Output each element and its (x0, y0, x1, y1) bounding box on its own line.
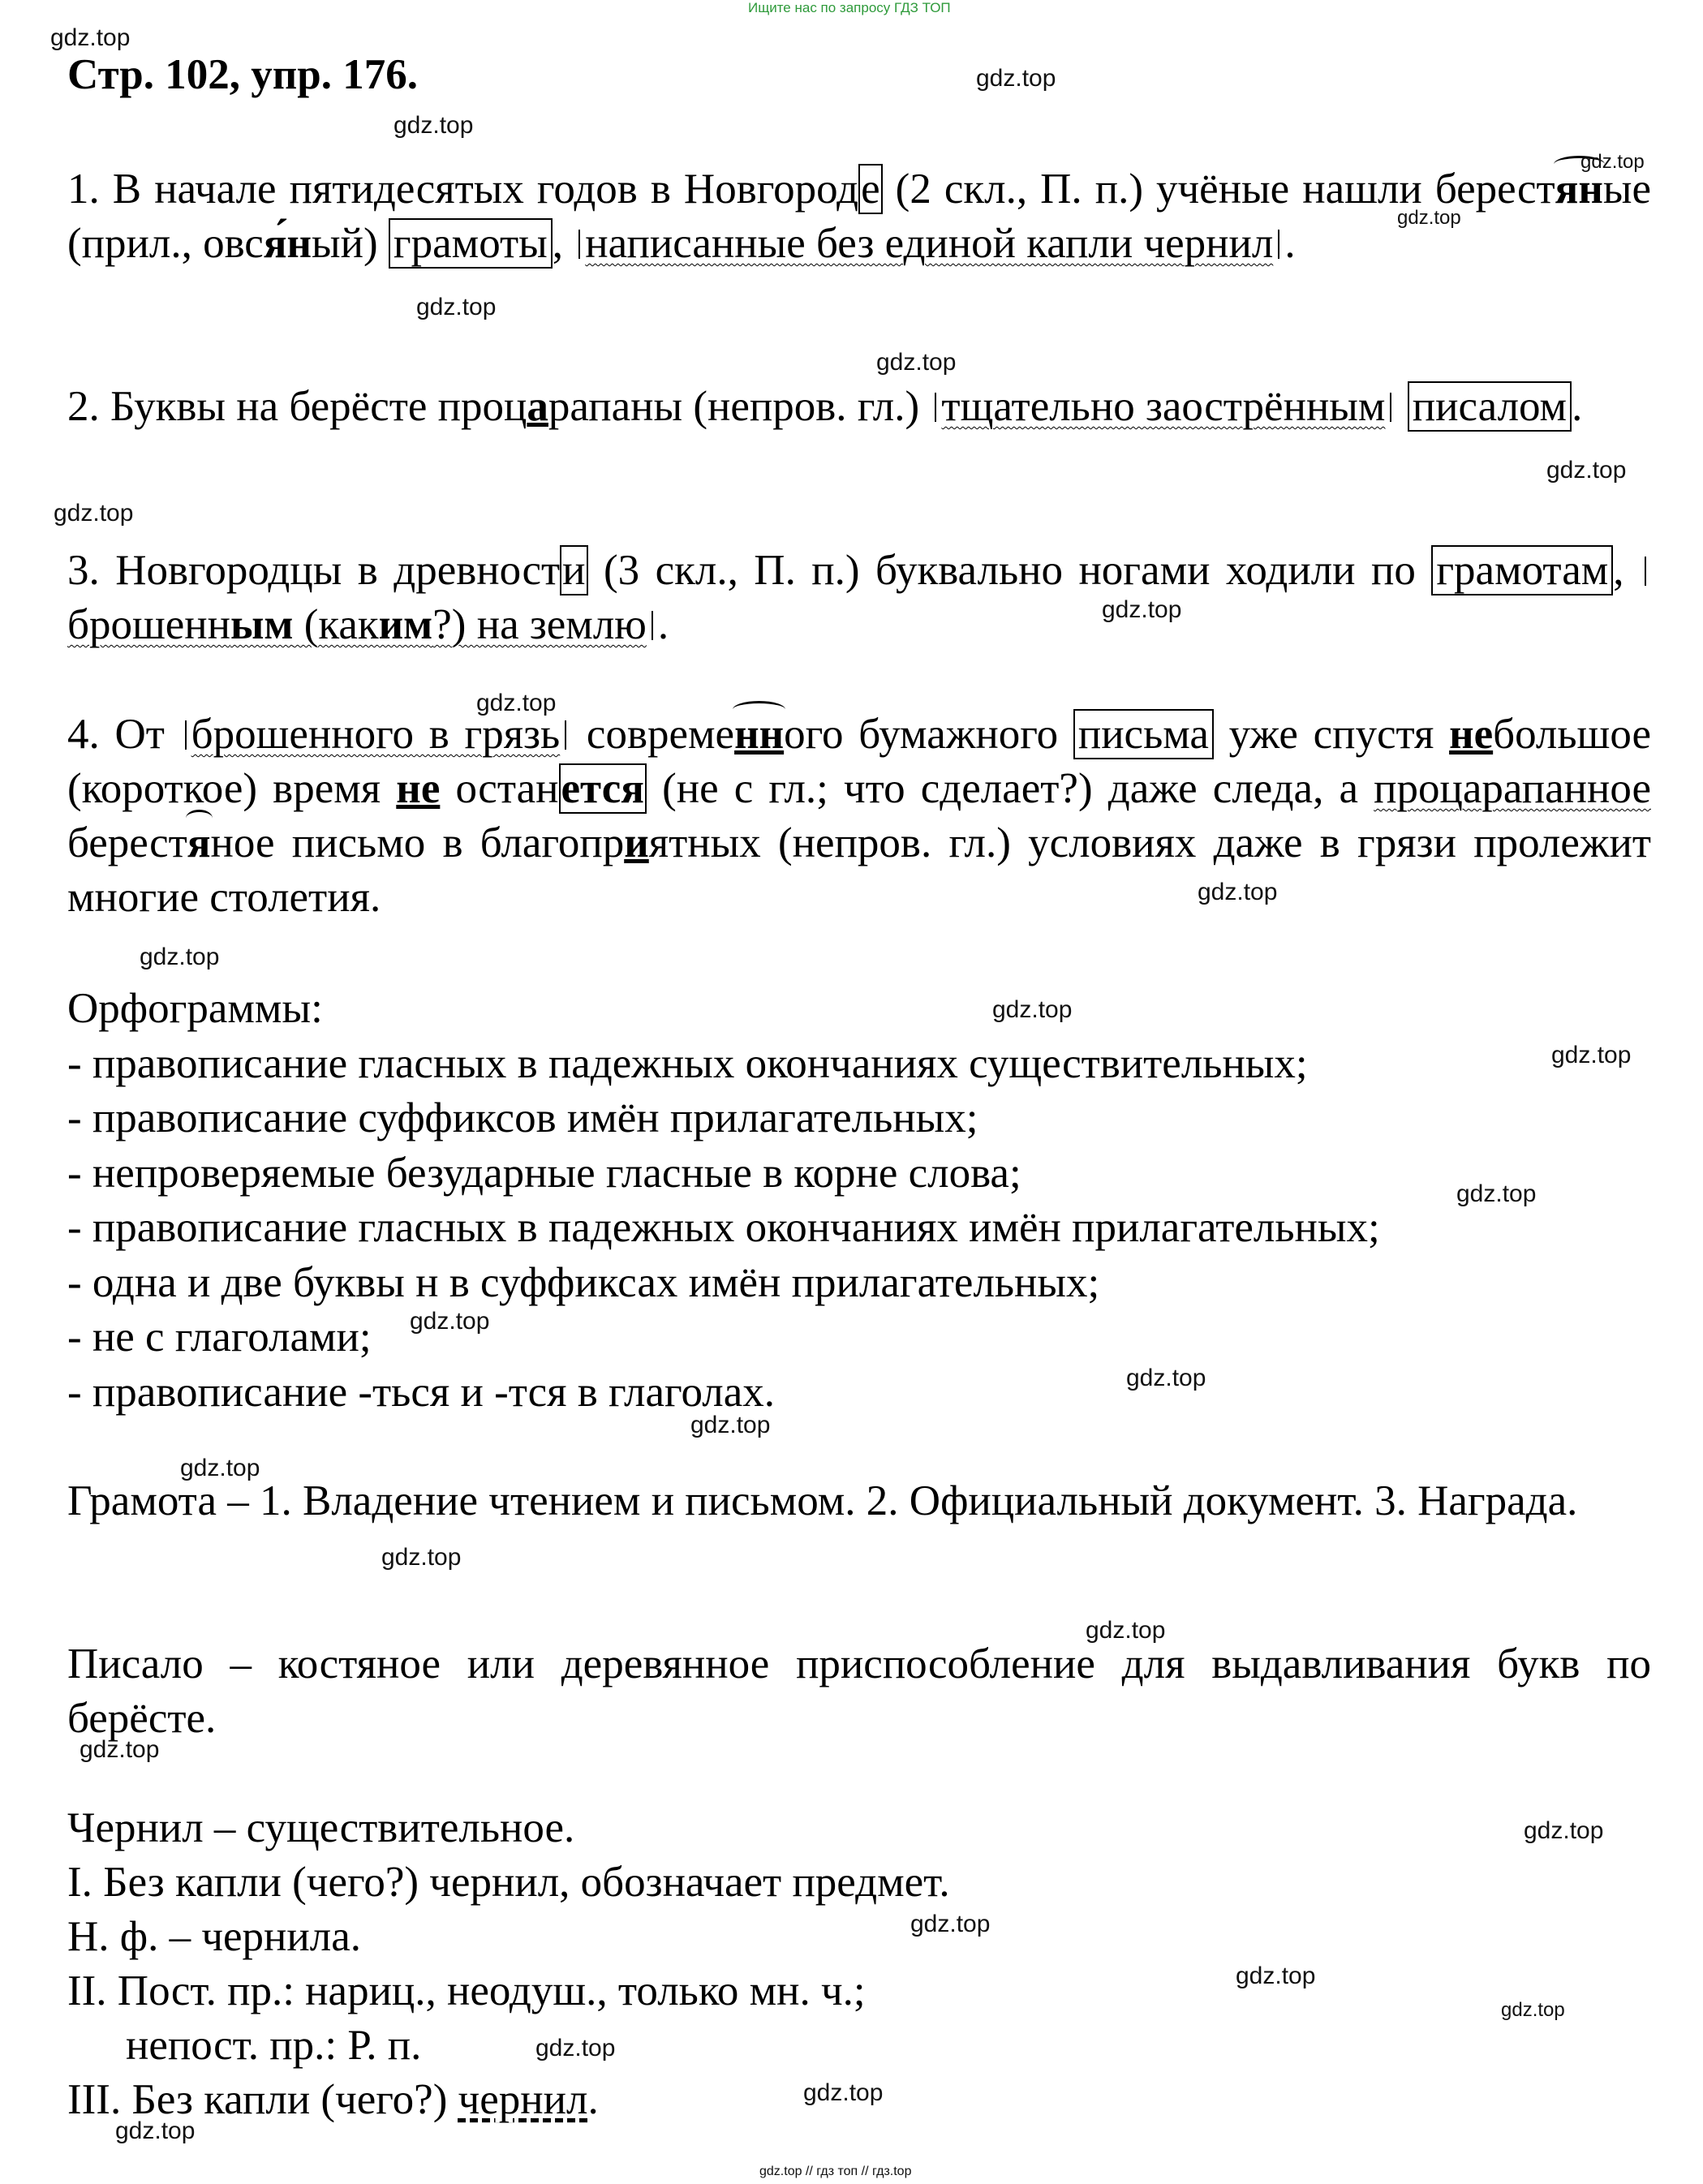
watermark: gdz.top (1102, 596, 1182, 623)
watermark: gdz.top (1456, 1180, 1537, 1207)
watermark: gdz.top (992, 996, 1073, 1023)
analysis-line: непост. пр.: Р. п. (126, 2022, 422, 2069)
watermark: gdz.top (54, 500, 134, 527)
watermark: gdz.top (416, 294, 497, 320)
participle-phrase: тщательно заострённым (941, 383, 1386, 430)
sentence-4: 4. От брошенного в грязь современного бумажного письма уже спустя небольшое (короткое) время не останется (не с гл.; что сделает?) даже следа, а процарапанное берестяное письмо в благоприятных (непров. гл.) условиях даже в грязи пролежит многие столетия. (67, 711, 1652, 921)
analysis-line: Чернил – существительное. (67, 1804, 575, 1851)
watermark: gdz.top (1546, 457, 1627, 484)
watermark: gdz.top (1086, 1617, 1166, 1644)
noun-box: грамотам (1431, 545, 1613, 595)
watermark: gdz.top (535, 2035, 616, 2061)
watermark: gdz.top (1236, 1963, 1316, 1989)
orthogram-item: - непроверяемые безударные гласные в корне слова; (67, 1150, 1021, 1197)
watermark: gdz.top (410, 1308, 490, 1335)
watermark: gdz.top (140, 944, 220, 970)
watermark: gdz.top (876, 349, 957, 376)
watermark: gdz.top (80, 1736, 160, 1763)
participle-phrase: брошенным (каким?) на землю (67, 601, 647, 648)
watermark: gdz.top (50, 24, 131, 51)
watermark: gdz.top (476, 690, 557, 716)
sentence-1: 1. В начале пятидесятых годов в Новгороде (2 скл., П. п.) учёные нашли берестяные (прил., овся́ный) грамоты , написанные без единой капли чернил . (67, 166, 1651, 267)
ending-box: ется (559, 763, 647, 814)
watermark: gdz.top (115, 2117, 196, 2144)
analysis-line: II. Пост. пр.: нариц., неодуш., только мн. ч.; (67, 1967, 866, 2014)
watermark: gdz.top (910, 1911, 991, 1937)
search-banner: Ищите нас по запросу ГДЗ ТОП (748, 0, 951, 15)
analysis-line: Н. ф. – чернила. (67, 1913, 361, 1960)
watermark: gdz.top (976, 65, 1056, 92)
watermark: gdz.top (690, 1412, 771, 1438)
sentence-2: 2. Буквы на берёсте процарапаны (непров. гл.) тщательно заострённым писалом . (67, 383, 1583, 430)
ending-box: е (858, 164, 883, 214)
participle-phrase: брошенного в грязь (191, 711, 561, 758)
definition-gramota: Грамота – 1. Владение чтением и письмом. 2. Официальный документ. 3. Награда. (67, 1477, 1578, 1524)
analysis-line: III. Без капли (чего?) чернил. (67, 2076, 599, 2123)
orthogram-item: - одна и две буквы н в суффиксах имён прилагательных; (67, 1259, 1100, 1306)
orthogram-item: - правописание гласных в падежных окончаниях имён прилагательных; (67, 1204, 1380, 1251)
suffix-mark: ян (1555, 166, 1603, 213)
watermark: gdz.top (1524, 1817, 1604, 1844)
orthogram-item: - правописание -ться и -тся в глаголах. (67, 1369, 775, 1416)
watermark: gdz.top (381, 1544, 462, 1571)
watermark: gdz.top (1551, 1042, 1632, 1068)
watermark: gdz.top (803, 2079, 884, 2106)
definition-pisalo: Писало – костяное или деревянное приспособление для выдавливания букв по берёсте. (67, 1640, 1651, 1742)
noun-box: письма (1073, 709, 1214, 759)
orthogram-item: - правописание гласных в падежных окончаниях существительных; (67, 1040, 1308, 1087)
suffix-mark: нн (734, 711, 785, 758)
orthogram-item: - правописание суффиксов имён прилагательных; (67, 1094, 978, 1141)
watermark: gdz.top (1580, 151, 1645, 173)
sentence-3: 3. Новгородцы в древности (3 скл., П. п.) буквально ногами ходили по грамотам , брошенным (каким?) на землю . (67, 544, 1651, 652)
noun-box: писалом (1408, 381, 1572, 432)
subject-box: грамоты (389, 218, 553, 269)
participle-word: процарапанное (1374, 765, 1651, 812)
analysis-line: I. Без капли (чего?) чернил, обозначает предмет. (67, 1859, 950, 1906)
watermark: gdz.top (1501, 1999, 1565, 2021)
syntax-role-word: чернил (458, 2076, 588, 2123)
root-vowel: а (527, 383, 548, 430)
watermark: gdz.top (1126, 1365, 1206, 1391)
ending-box: и (560, 545, 587, 595)
orthograms-heading: Орфограммы: (67, 985, 323, 1032)
orthogram-item: - не с глаголами; (67, 1313, 372, 1361)
page-title: Стр. 102, упр. 176. (67, 51, 418, 98)
footer-text: gdz.top // гдз топ // гдз.top (759, 2165, 912, 2178)
participle-phrase: написанные без единой капли чернил (585, 220, 1274, 267)
watermark: gdz.top (1397, 207, 1461, 229)
watermark: gdz.top (1198, 879, 1278, 905)
watermark: gdz.top (180, 1455, 260, 1481)
watermark: gdz.top (393, 112, 474, 139)
